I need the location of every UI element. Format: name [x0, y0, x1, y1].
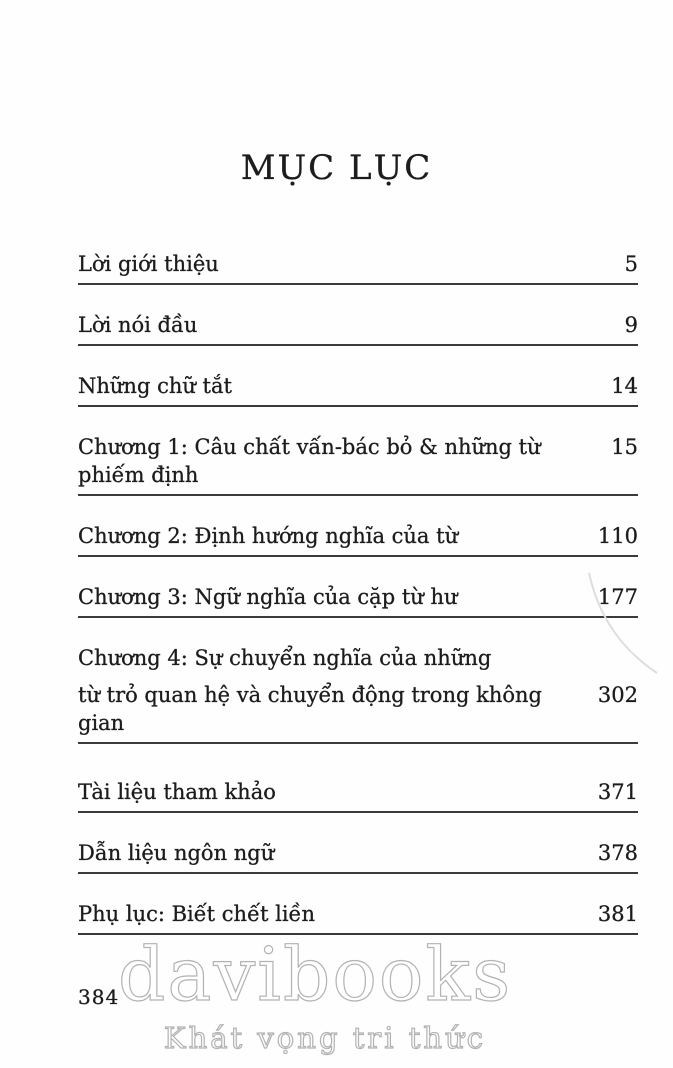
toc-entry-row	[78, 583, 638, 618]
page-number: 384	[78, 985, 120, 1009]
toc-entry-label: từ trỏ quan hệ và chuyển động trong không gian	[78, 683, 542, 735]
toc-entry-label-line1: Chương 4: Sự chuyển nghĩa của những	[78, 646, 492, 670]
toc-entry	[78, 778, 638, 813]
toc-entry-row	[78, 778, 638, 813]
toc-entry	[78, 644, 638, 744]
toc-entry-row	[78, 311, 638, 346]
toc-entry	[78, 522, 638, 557]
toc-list	[78, 250, 638, 961]
toc-entry-row	[78, 250, 638, 285]
toc-entry	[78, 900, 638, 935]
toc-entry-page-number: 110	[597, 524, 638, 548]
toc-entry-page-number: 14	[611, 374, 638, 398]
toc-entry-page-number: 378	[597, 841, 638, 865]
page-title: MỤC LỤC	[240, 148, 433, 188]
toc-entry-page-number: 15	[611, 435, 638, 459]
toc-entry-row	[78, 900, 638, 935]
toc-entry-page-number: 371	[597, 780, 638, 804]
toc-entry-row	[78, 372, 638, 407]
toc-entry-row	[78, 681, 638, 744]
toc-entry	[78, 433, 638, 496]
toc-entry	[78, 583, 638, 618]
toc-entry	[78, 311, 638, 346]
toc-entry-row	[78, 433, 638, 496]
toc-entry-label: Chương 3: Ngữ nghĩa của cặp từ hư	[78, 585, 458, 609]
watermark-brand: davibooks	[118, 932, 513, 1018]
watermark-tagline: Khát vọng tri thức	[163, 1021, 486, 1055]
toc-entry-label: Lời giới thiệu	[78, 252, 219, 276]
toc-entry-page-number: 381	[597, 902, 638, 926]
toc-entry	[78, 372, 638, 407]
toc-entry-page-number: 9	[624, 313, 638, 337]
toc-entry-page-number: 5	[624, 252, 638, 276]
toc-entry-label: Phụ lục: Biết chết liền	[78, 902, 315, 926]
toc-entry-row	[78, 839, 638, 874]
toc-entry-label: Những chữ tắt	[78, 374, 232, 398]
toc-entry-row	[78, 522, 638, 557]
toc-entry	[78, 839, 638, 874]
toc-entry-page-number: 177	[597, 585, 638, 609]
toc-entry-label: Chương 2: Định hướng nghĩa của từ	[78, 524, 459, 548]
toc-entry-label: Tài liệu tham khảo	[78, 780, 276, 804]
toc-entry	[78, 250, 638, 285]
toc-entry-label: Lời nói đầu	[78, 313, 198, 337]
toc-entry-page-number: 302	[597, 683, 638, 707]
toc-entry-label: Dẫn liệu ngôn ngữ	[78, 841, 275, 865]
toc-entry-label: Chương 1: Câu chất vấn-bác bỏ & những từ phiếm định	[78, 435, 541, 487]
